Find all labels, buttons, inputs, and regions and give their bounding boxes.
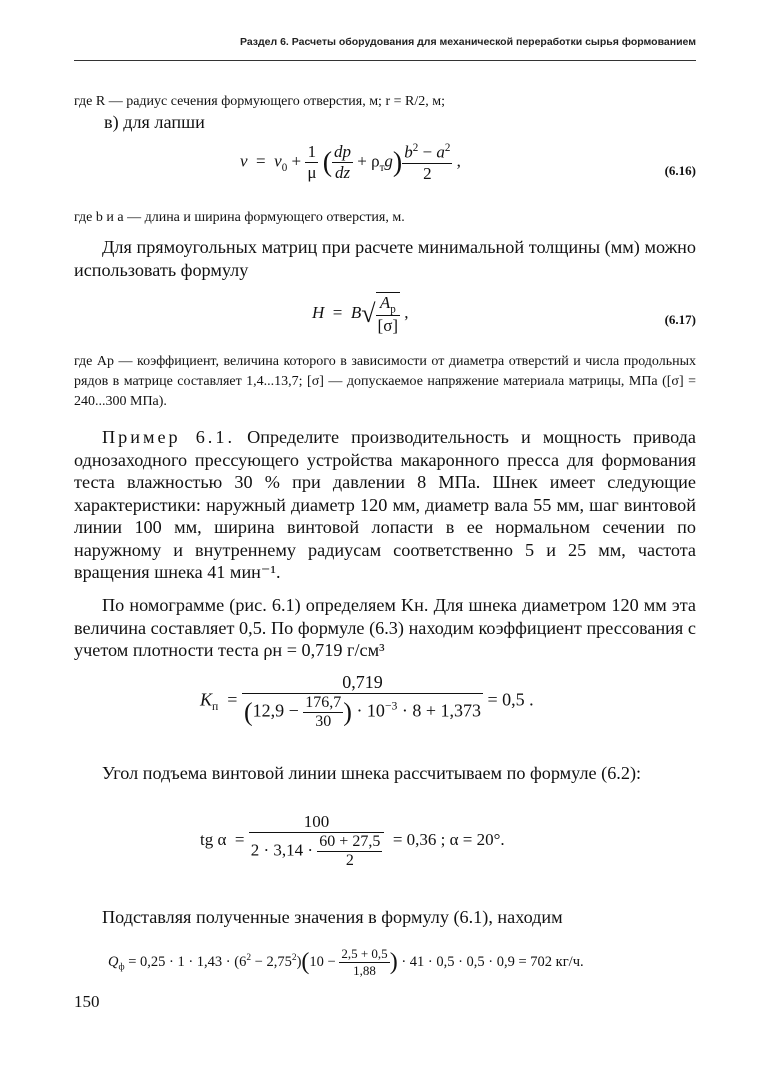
kp-numerator: 0,719	[242, 672, 483, 694]
running-header: Раздел 6. Расчеты оборудования для механической переработки сырья формованием	[239, 36, 696, 48]
para-nomogram: По номограмме (рис. 6.1) определяем Kн. Для шнека диаметром 120 мм эта величина составляет 0,5. По формуле (6.3) находим коэффициент прессования с учетом плотности теста ρн = 0,719 г/см³	[74, 595, 696, 660]
example-text: Определите производительность и мощность привода однозаходного прессующего устройства макаронного пресса для формования теста влажностью 30 % при давлении 8 МПа. Шнек имеет следующие характеристики: наружный диаметр 120 мм, диаметр вала 55 мм, шаг винтовой линии 100 мм, ширина винтовой лопасти в ее нормальном сечении по наружному и внутреннему радиусам соответственно 5 и 25 мм, частота вращения шнека 41 мин⁻¹.	[74, 427, 697, 582]
para-r-definition: где R — радиус сечения формующего отверстия, м; r = R/2, м;	[74, 94, 445, 109]
equation-6-17: H = B√ $\frac{A_р}{[\sigma]}$ ,	[312, 293, 409, 336]
para-helix-angle: Угол подъема винтовой линии шнека рассчитываем по формуле (6.2):	[102, 763, 642, 783]
para-b-a-definition: где b и a — длина и ширина формующего отверстия, м.	[74, 210, 405, 225]
example-lead: Пример 6.1.	[102, 427, 235, 447]
tg-result: = 0,36 ; α = 20°.	[392, 829, 505, 849]
page-number: 150	[74, 992, 100, 1011]
equation-kp: $K_п$ = 0,719 (12,9 − $\frac{176,7}{30}$ ) · $10^{-3} \cdot 8 + 1,373$ = 0,5 .	[200, 672, 534, 730]
equation-6-16: $v = v_0$ + $\frac{1}{\mu}$ ( $\frac{dp}{dz}$ + $\rho_тg$) $\frac{b^2 - a^2}{2}$ ,	[240, 142, 461, 183]
equation-tg-alpha: tg α = 100 2 · 3,14 · $\frac{60 + 27,5}{2}$ = 0,36 ; α = 20°.	[200, 812, 505, 869]
example-6-1	[74, 426, 696, 584]
q-result: · 41 · 0,5 · 0,5 · 0,9 = 702 кг/ч.	[401, 953, 584, 970]
equation-label-6-17: (6.17)	[664, 312, 696, 327]
equation-label-6-16: (6.16)	[664, 163, 696, 178]
para-substitute: Подставляя полученные значения в формулу (6.1), находим	[102, 907, 563, 927]
tg-numerator: 100	[249, 812, 385, 833]
equation-q: $Q_ф = 0,25 \cdot 1 \cdot 1,43 \cdot (6^2 - 2,75^2)(10$ − $\frac{2,5 + 0,5}{1,88}$ ) · 41 · 0,5 · 0,5 · 0,9 = 702 кг/ч.	[108, 946, 584, 978]
item-noodle: в) для лапши	[104, 112, 205, 132]
para-ap-definition: где Aр — коэффициент, величина которого в зависимости от диаметра отверстий и числа продольных рядов в матрице составляет 1,4...13,7; [σ] — допускаемое напряжение материала матрицы, МПа ([σ] = 240...300 МПа).	[74, 354, 696, 409]
header-rule	[74, 60, 696, 61]
para-rectangular-dies: Для прямоугольных матриц при расчете минимальной толщины (мм) можно использовать формулу	[74, 237, 696, 280]
kp-result: = 0,5 .	[487, 689, 534, 710]
